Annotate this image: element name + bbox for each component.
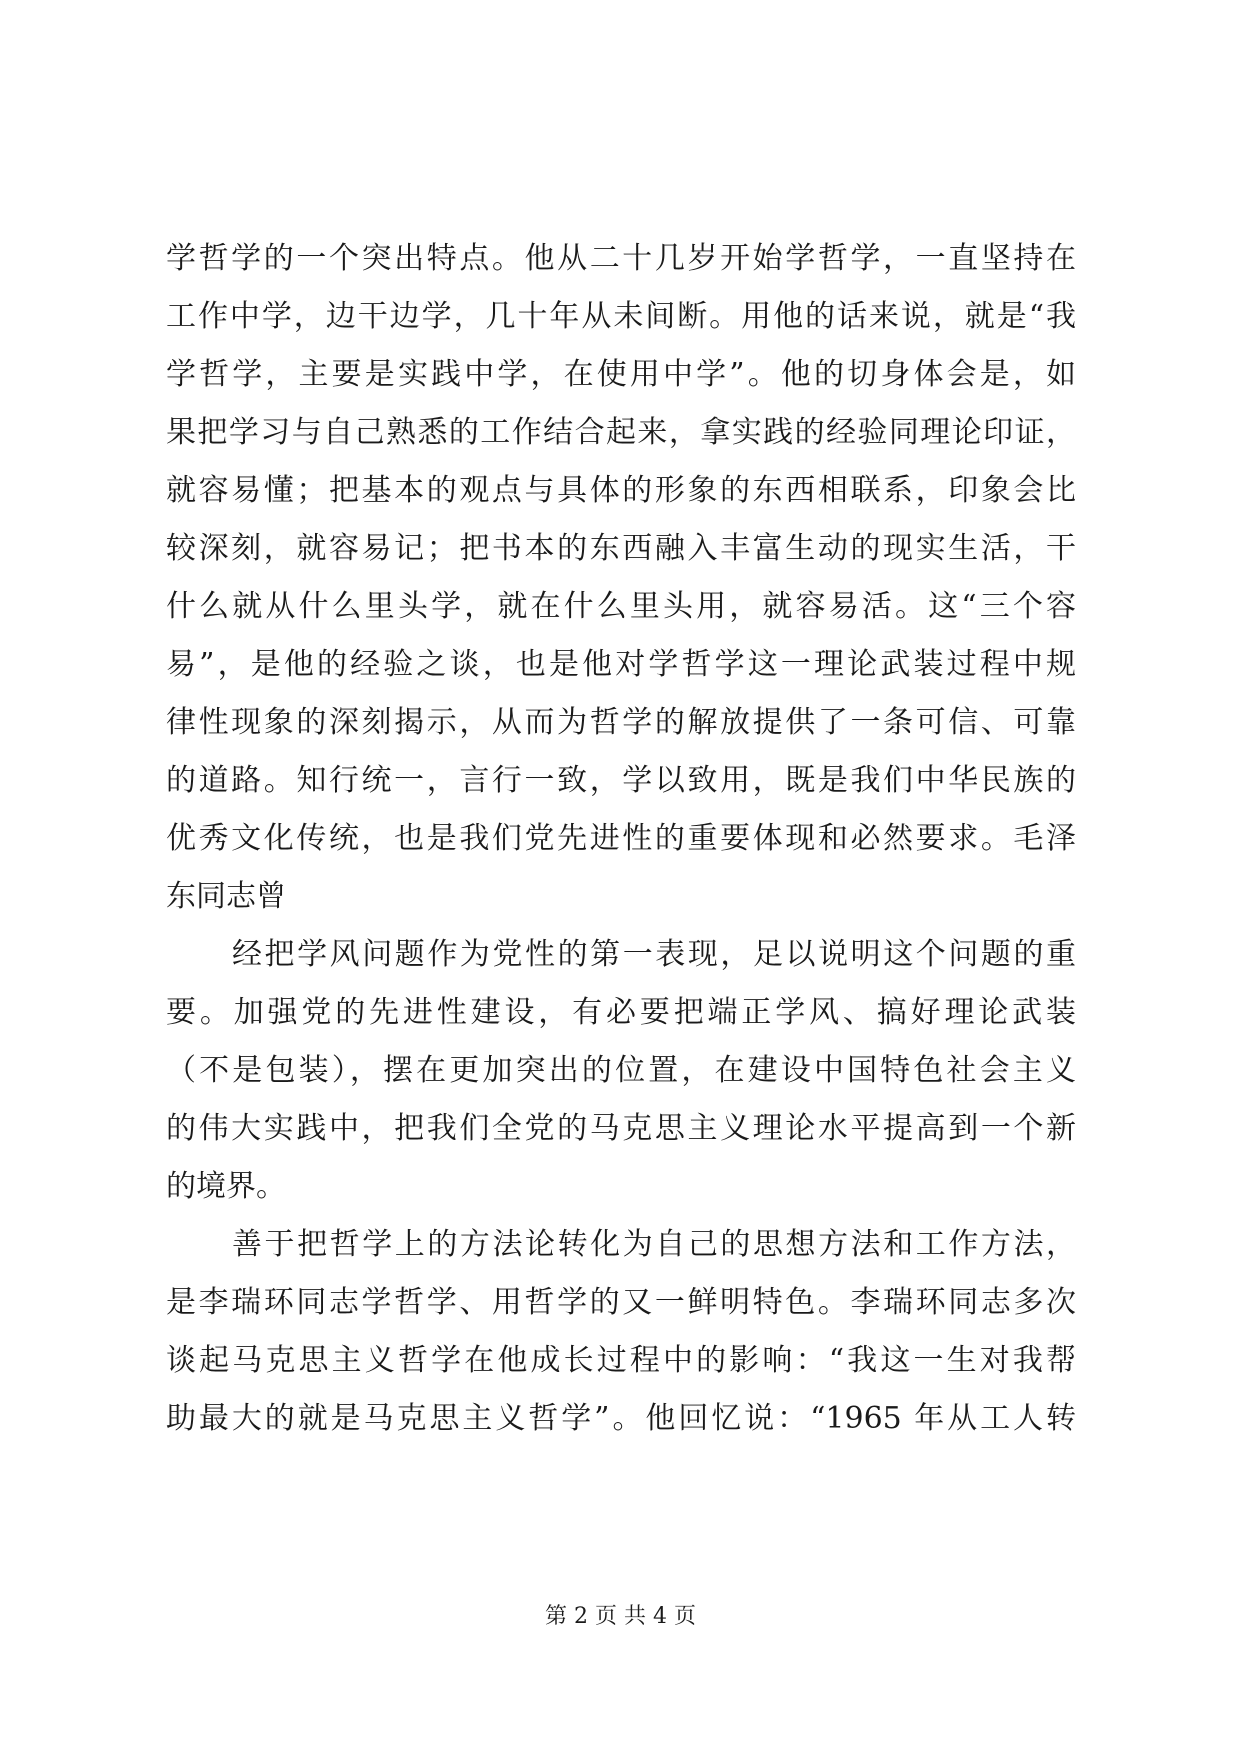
text-line: 就容易懂；把基本的观点与具体的形象的东西相联系，印象会比 [166, 473, 1076, 508]
text-line: 的伟大实践中，把我们全党的马克思主义理论水平提高到一个新 [166, 1111, 1076, 1146]
text-line: 学哲学的一个突出特点。他从二十几岁开始学哲学，一直坚持在 [166, 241, 1076, 276]
text-line: 的境界。 [166, 1169, 286, 1204]
text-line: 要。加强党的先进性建设，有必要把端正学风、搞好理论武装 [166, 995, 1076, 1030]
text-line: 是李瑞环同志学哲学、用哲学的又一鲜明特色。李瑞环同志多次 [166, 1285, 1076, 1320]
text-line: 东同志曾 [166, 879, 286, 914]
text-line: 学哲学，主要是实践中学，在使用中学”。他的切身体会是，如 [166, 357, 1076, 392]
text-line: 谈起马克思主义哲学在他成长过程中的影响：“我这一生对我帮 [166, 1343, 1076, 1378]
text-line: 的道路。知行统一，言行一致，学以致用，既是我们中华民族的 [166, 763, 1076, 798]
text-line: 果把学习与自己熟悉的工作结合起来，拿实践的经验同理论印证， [166, 415, 1076, 450]
text-line: 律性现象的深刻揭示，从而为哲学的解放提供了一条可信、可靠 [166, 705, 1076, 740]
text-line: 优秀文化传统，也是我们党先进性的重要体现和必然要求。毛泽 [166, 821, 1076, 856]
text-line: 工作中学，边干边学，几十年从未间断。用他的话来说，就是“我 [166, 299, 1076, 334]
text-line: （不是包装），摆在更加突出的位置，在建设中国特色社会主义 [166, 1053, 1076, 1088]
paragraph-1 [166, 230, 1076, 926]
text-line: 什么就从什么里头学，就在什么里头用，就容易活。这“三个容 [166, 589, 1076, 624]
text-line: 善于把哲学上的方法论转化为自己的思想方法和工作方法， [232, 1227, 1076, 1262]
body-text [166, 230, 1076, 1448]
text-line: 易”，是他的经验之谈，也是他对学哲学这一理论武装过程中规 [166, 647, 1076, 682]
text-line: 助最大的就是马克思主义哲学”。他回忆说：“1965 年从工人转 [166, 1401, 1076, 1436]
paragraph-3 [166, 1216, 1076, 1448]
paragraph-2 [166, 926, 1076, 1216]
text-line: 经把学风问题作为党性的第一表现，足以说明这个问题的重 [232, 937, 1076, 972]
page-number-label: 第 2 页 共 4 页 [545, 1604, 696, 1629]
text-line: 较深刻，就容易记；把书本的东西融入丰富生动的现实生活，干 [166, 531, 1076, 566]
page-footer [0, 1602, 1241, 1632]
